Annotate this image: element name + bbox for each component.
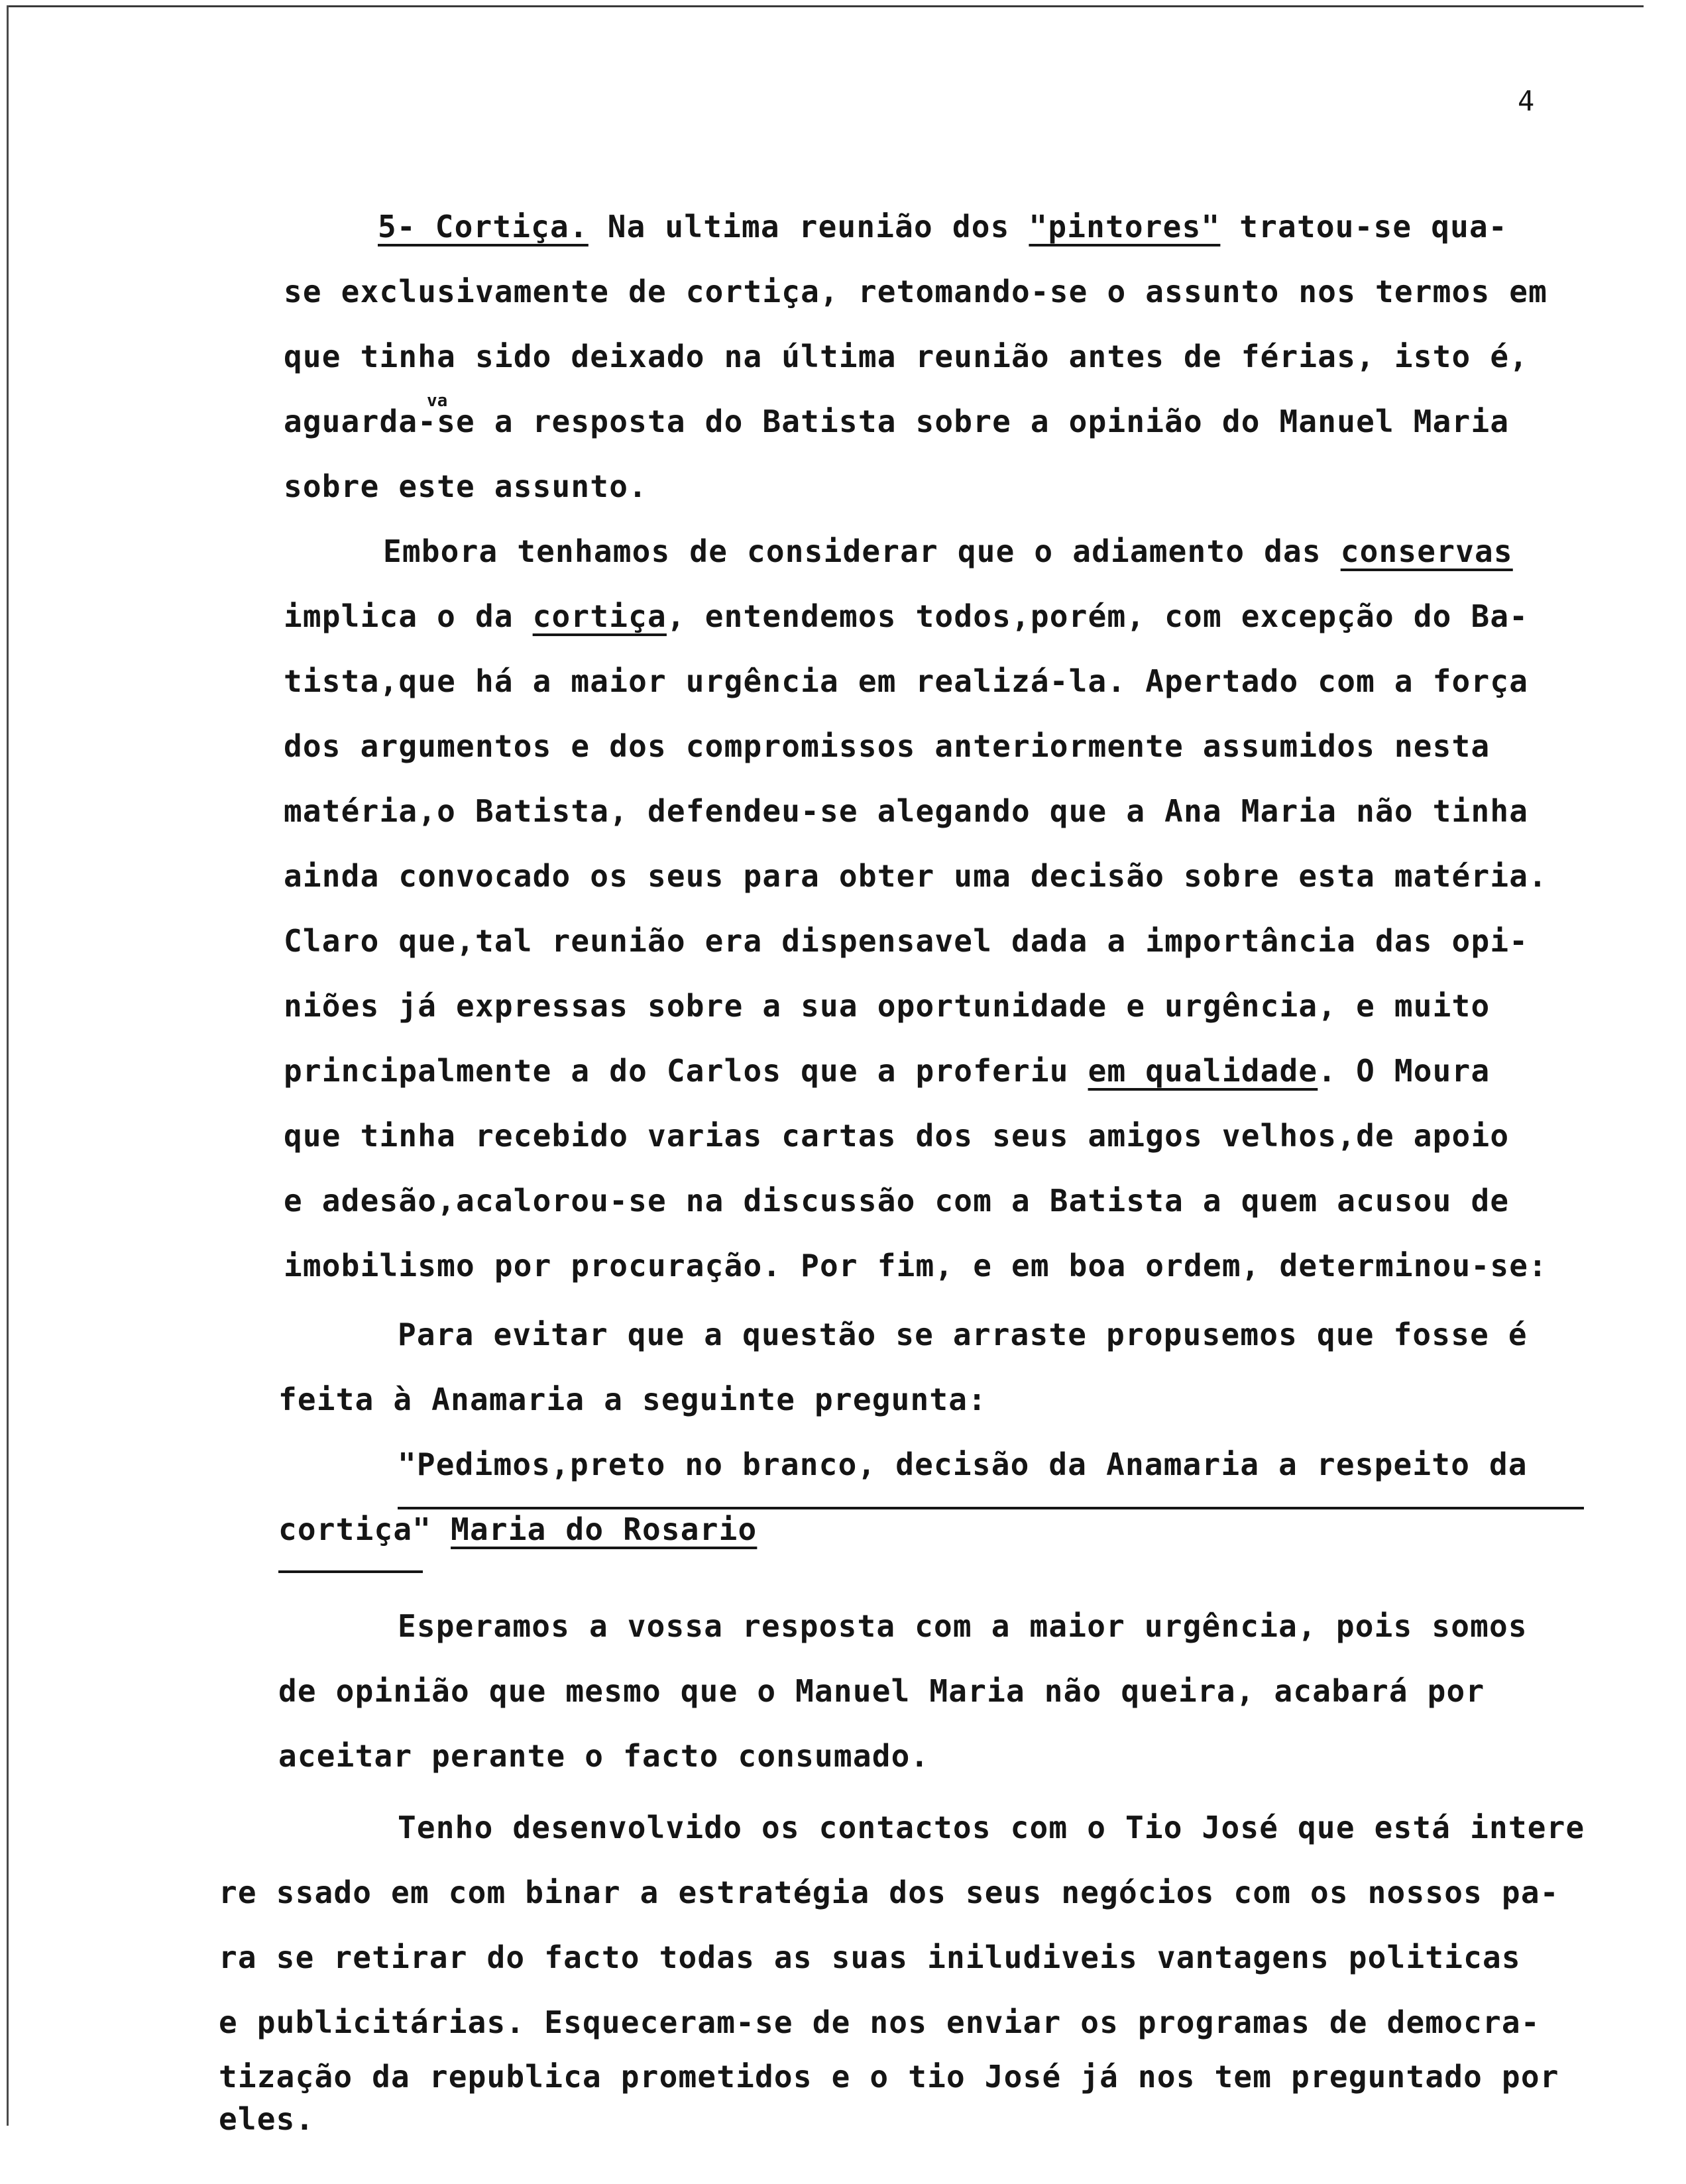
quote-line-2 <box>278 1509 757 1549</box>
page-top-edge <box>7 5 1644 7</box>
conservas-term: conservas <box>1340 533 1513 569</box>
signature-name: Maria do Rosario <box>451 1511 758 1547</box>
text-line-5: sobre este assunto. <box>284 468 647 504</box>
p5-line-5: tização da republica prometidos e o tio José já nos tem preguntado por <box>219 2059 1559 2095</box>
page-number: 4 <box>1518 85 1535 117</box>
p2-line-8: niões já expressas sobre a sua oportunidade e urgência, e muito <box>284 988 1490 1024</box>
p2-line-6: ainda convocado os seus para obter uma decisão sobre esta matéria. <box>284 858 1548 894</box>
p2-line-1: Embora tenhamos de considerar que o adiamento das conservas <box>383 533 1513 569</box>
pintores-term: "pintores" <box>1029 209 1221 245</box>
page-left-edge <box>7 5 9 2126</box>
cortica-term: cortiça <box>532 598 667 634</box>
p4-line-2: de opinião que mesmo que o Manuel Maria não queira, acabará por <box>278 1673 1485 1709</box>
p3-line-2: feita à Anamaria a seguinte pregunta: <box>278 1382 987 1417</box>
section-title: 5- Cortiça. <box>378 209 589 245</box>
p5-line-6: eles. <box>219 2101 315 2137</box>
em-qualidade-term: em qualidade <box>1088 1053 1318 1089</box>
text-line-3: que tinha sido deixado na última reunião antes de férias, isto é, <box>284 339 1529 374</box>
quote-underline-end <box>278 1570 423 1573</box>
p2-line-3: tista,que há a maior urgência em realizá-la. Apertado com a força <box>284 663 1529 699</box>
p4-line-3: aceitar perante o facto consumado. <box>278 1738 930 1774</box>
p4-line-1: Esperamos a vossa resposta com a maior urgência, pois somos <box>398 1608 1528 1644</box>
p2-line-12: imobilismo por procuração. Por fim, e em boa ordem, determinou-se: <box>284 1248 1548 1283</box>
text-line-2: se exclusivamente de cortiça, retomando-se o assunto nos termos em <box>284 274 1548 309</box>
p5-line-2: re ssado em com binar a estratégia dos seus negócios com os nossos pa- <box>219 1875 1559 1910</box>
inserted-correction: va <box>427 391 448 411</box>
p2-line-2: implica o da cortiça, entendemos todos,porém, com excepção do Ba- <box>284 598 1529 634</box>
text-line-1: 5- Cortiça. Na ultima reunião dos "pintores" tratou-se qua- <box>378 209 1508 245</box>
p3-line-1: Para evitar que a questão se arraste propusemos que fosse é <box>398 1317 1528 1352</box>
p2-line-7: Claro que,tal reunião era dispensavel dada a importância das opi- <box>284 923 1529 959</box>
p5-line-3: ra se retirar do facto todas as suas iniludiveis vantagens politicas <box>219 1939 1521 1975</box>
quote-line-1: "Pedimos,preto no branco, decisão da Anamaria a respeito da <box>398 1447 1528 1482</box>
p2-line-11: e adesão,acalorou-se na discussão com a Batista a quem acusou de <box>284 1183 1510 1219</box>
p2-line-5: matéria,o Batista, defendeu-se alegando que a Ana Maria não tinha <box>284 793 1529 829</box>
p5-line-4: e publicitárias. Esqueceram-se de nos enviar os programas de democra- <box>219 2004 1540 2040</box>
quote-end: cortiça" <box>278 1511 451 1547</box>
p2-line-4: dos argumentos e dos compromissos anteriormente assumidos nesta <box>284 728 1490 764</box>
text-line-4: aguarda-se a resposta do Batista sobre a opinião do Manuel Maria <box>284 404 1510 439</box>
p2-line-10: que tinha recebido varias cartas dos seus amigos velhos,de apoio <box>284 1118 1510 1154</box>
p2-line-9: principalmente a do Carlos que a proferiu em qualidade. O Moura <box>284 1053 1490 1089</box>
p5-line-1: Tenho desenvolvido os contactos com o Tio José que está intere <box>398 1810 1585 1845</box>
